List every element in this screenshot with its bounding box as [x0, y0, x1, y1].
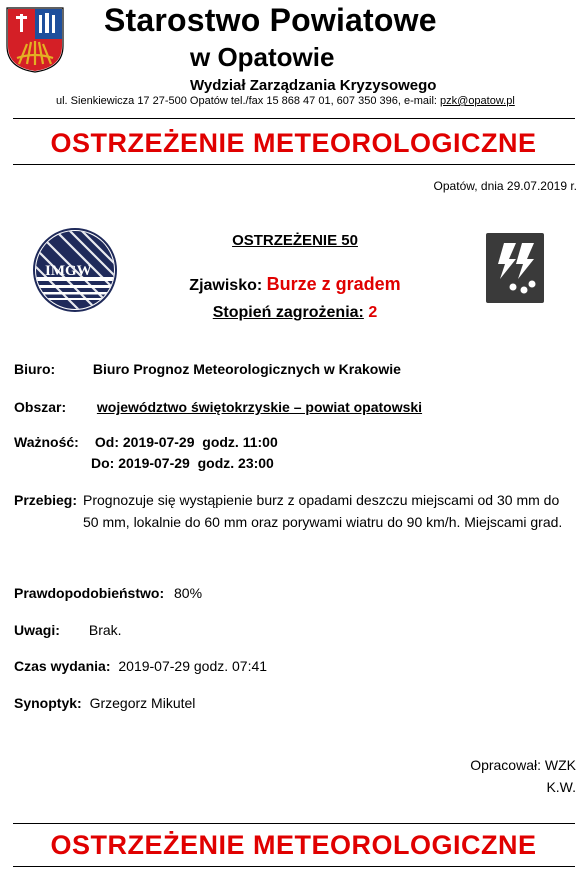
area-row	[14, 399, 422, 415]
office-value: Biuro Prognoz Meteorologicznych w Krakowie	[92, 361, 401, 377]
office-label: Biuro:	[14, 361, 56, 377]
header-rule-bottom	[13, 164, 575, 165]
warning-banner-top: OSTRZEŻENIE METEOROLOGICZNE	[50, 128, 537, 158]
phenomenon-label: Zjawisko:	[189, 277, 263, 294]
phenomenon-line	[160, 274, 430, 295]
address-text: ul. Sienkiewicza 17 27-500 Opatów tel./fax 15 868 47 01, 607 350 396, e-mail:	[56, 95, 437, 107]
validity-label: Ważność:	[14, 434, 79, 450]
valid-from: Od: 2019-07-29 godz. 11:00	[94, 434, 278, 450]
office-row	[14, 361, 401, 377]
remarks-row	[14, 622, 122, 638]
office-address	[56, 95, 515, 107]
forecaster-value: Grzegorz Mikutel	[89, 695, 196, 711]
thunderstorm-hail-icon	[486, 233, 544, 303]
validity-row	[14, 434, 278, 450]
threat-level-value: 2	[368, 304, 378, 321]
issue-date: Opatów, dnia 29.07.2019 r.	[433, 179, 577, 193]
course-label: Przebieg:	[14, 492, 78, 508]
department-name: Wydział Zarządzania Kryzysowego	[190, 77, 437, 94]
imgw-logo-text: IMGW	[45, 263, 92, 279]
issued-value: 2019-07-29 godz. 07:41	[118, 658, 268, 674]
phenomenon-value: Burze z gradem	[266, 274, 401, 294]
prepared-by-line2: K.W.	[546, 779, 576, 795]
threat-level-label: Stopień zagrożenia:	[212, 304, 364, 321]
office-subtitle: w Opatowie	[190, 42, 335, 72]
prepared-by	[470, 754, 576, 798]
forecaster-label: Synoptyk:	[14, 695, 82, 711]
warning-number: OSTRZEŻENIE 50	[232, 232, 358, 249]
remarks-value: Brak.	[88, 622, 122, 638]
valid-to: Do: 2019-07-29 godz. 23:00	[91, 455, 274, 471]
remarks-label: Uwagi:	[14, 622, 60, 638]
issued-label: Czas wydania:	[14, 658, 111, 674]
prepared-by-line1: Opracował: WZK	[470, 757, 576, 773]
office-title: Starostwo Powiatowe	[104, 2, 437, 38]
issued-row	[14, 658, 267, 674]
forecaster-row	[14, 695, 195, 711]
county-crest-icon	[5, 6, 65, 74]
email-link[interactable]: pzk@opatow.pl	[440, 95, 515, 107]
header-rule-top	[13, 118, 575, 119]
imgw-logo-icon	[33, 228, 117, 312]
area-value: województwo świętokrzyskie – powiat opatowski	[96, 399, 423, 415]
probability-label: Prawdopodobieństwo:	[14, 585, 165, 601]
footer-rule-bottom	[13, 866, 575, 867]
footer-rule-top	[13, 823, 575, 824]
probability-value: 80%	[174, 585, 203, 601]
course-value: Prognozuje się wystąpienie burz z opadami deszczu miejscami od 30 mm do 50 mm, lokalnie do 60 mm oraz porywami wiatru do 90 km/h. Miejscami grad.	[83, 492, 563, 530]
area-label: Obszar:	[14, 399, 67, 415]
warning-banner-bottom: OSTRZEŻENIE METEOROLOGICZNE	[50, 830, 537, 860]
threat-level-line	[160, 304, 430, 322]
probability-row	[14, 585, 202, 601]
